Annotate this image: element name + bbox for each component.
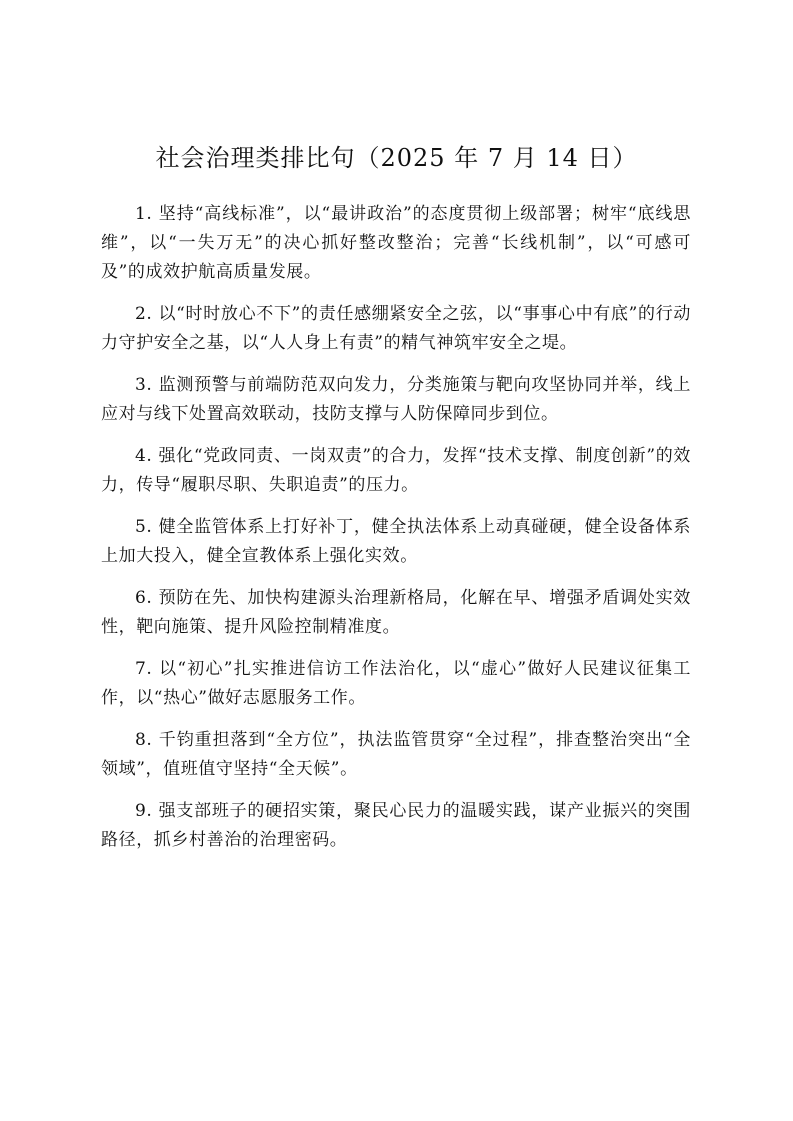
document-body: [101, 200, 691, 868]
paragraph-8: 8. 千钧重担落到“全方位”，执法监管贯穿“全过程”，排查整治突出“全领域”，值班值守坚持“全天候”。: [101, 730, 691, 779]
paragraph-4: 4. 强化“党政同责、一岗双责”的合力，发挥“技术支撑、制度创新”的效力，传导“履职尽职、失职追责”的压力。: [101, 446, 691, 495]
paragraph-1: 1. 坚持“高线标准”，以“最讲政治”的态度贯彻上级部署；树牢“底线思维”，以“一失万无”的决心抓好整改整治；完善“长线机制”，以“可感可及”的成效护航高质量发展。: [101, 204, 691, 282]
document-title: 社会治理类排比句（2025 年 7 月 14 日）: [155, 144, 638, 172]
paragraph-3: 3. 监测预警与前端防范双向发力，分类施策与靶向攻坚协同并举，线上应对与线下处置高效联动，技防支撑与人防保障同步到位。: [101, 375, 691, 424]
paragraph-7: 7. 以“初心”扎实推进信访工作法治化，以“虚心”做好人民建议征集工作，以“热心”做好志愿服务工作。: [101, 659, 691, 708]
paragraph-6: 6. 预防在先、加快构建源头治理新格局，化解在早、增强矛盾调处实效性，靶向施策、提升风险控制精准度。: [101, 588, 691, 637]
paragraph-2: 2. 以“时时放心不下”的责任感绷紧安全之弦，以“事事心中有底”的行动力守护安全之基，以“人人身上有责”的精气神筑牢安全之堤。: [101, 304, 691, 353]
paragraph-9: 9. 强支部班子的硬招实策，聚民心民力的温暖实践，谋产业振兴的突围路径，抓乡村善治的治理密码。: [101, 801, 691, 850]
paragraph-5: 5. 健全监管体系上打好补丁，健全执法体系上动真碰硬，健全设备体系上加大投入，健全宣教体系上强化实效。: [101, 517, 691, 566]
